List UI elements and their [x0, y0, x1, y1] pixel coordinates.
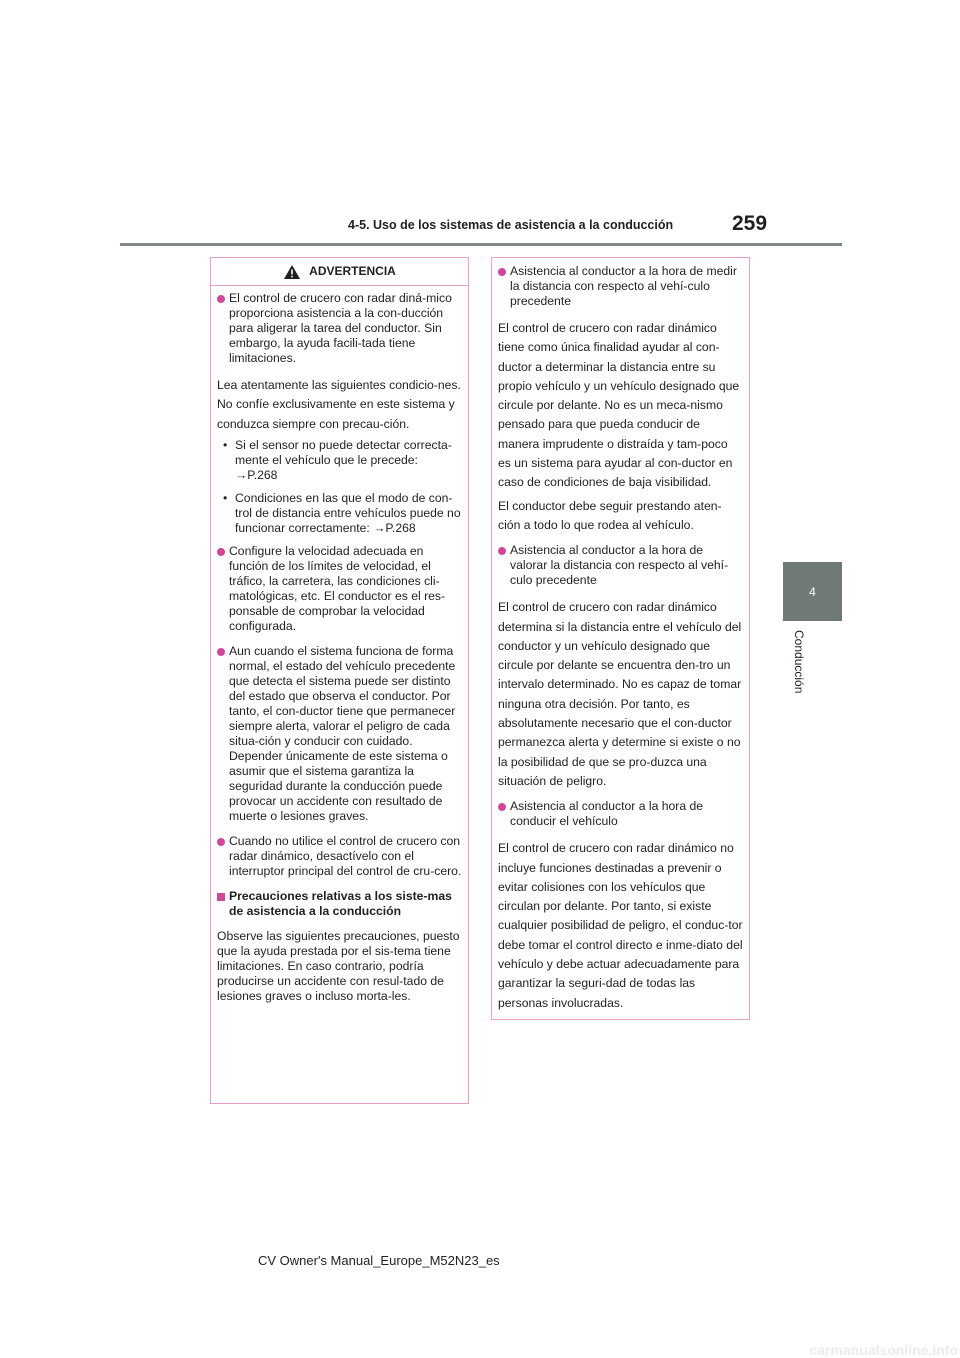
paragraph: El control de crucero con radar dinámico tiene como única finalidad ayudar al con-ductor a determinar la distancia entre su propio vehículo y un vehículo designado que circule por delante. No es un meca-nismo pensado para que pueda conducir de manera imprudente o distraída y tam-poco es un sistema para ayudar al con-ductor en caso de condiciones de baja visibilidad.	[498, 321, 740, 490]
bullet-icon	[498, 547, 506, 555]
section-title: 4-5. Uso de los sistemas de asistencia a la conducción	[348, 218, 674, 232]
warning-box	[210, 257, 469, 1104]
footer-text: CV Owner's Manual_Europe_M52N23_es	[258, 1253, 500, 1268]
chapter-tab	[783, 562, 842, 621]
page-number: 259	[732, 212, 768, 235]
bullet-icon	[498, 803, 506, 811]
chapter-number: 4	[809, 584, 816, 599]
sub-bullet: •	[223, 437, 228, 452]
paragraph: Lea atentamente las siguientes condicio-nes. No confíe exclusivamente en este sistema y conduzca siempre con precau-ción.	[217, 378, 461, 431]
paragraph: El control de crucero con radar dinámico determina si la distancia entre el vehículo del conductor y un vehículo designado que circule por delante se encuentra den-tro un intervalo determinado. No es capaz de tomar ninguna otra decisión. Por tanto, es absolutamente necesario que el con-ductor permanezca alerta y determine si existe o no la posibilidad de que se pro-duzca una situación de peligro.	[498, 600, 742, 788]
chapter-label: Conducción	[792, 630, 806, 694]
list-item: Asistencia al conductor a la hora de conducir el vehículo	[498, 799, 743, 829]
list-item: Asistencia al conductor a la hora de medir la distancia con respecto al vehí-culo precedente	[498, 264, 743, 309]
warning-triangle-icon	[283, 264, 301, 280]
list-item: • Condiciones en las que el modo de con-trol de distancia entre vehículos puede no funcionar correctamente: →P.268	[223, 490, 461, 535]
paragraph: Observe las siguientes precauciones, puesto que la ayuda prestada por el sis-tema tiene limitaciones. En caso contrario, podría producirse un accidente con resul-tado de lesiones graves o incluso morta-les.	[217, 928, 460, 1003]
list-item: • Si el sensor no puede detectar correcta-mente el vehículo que le precede: →P.268	[223, 437, 452, 482]
list-item: Aun cuando el sistema funciona de forma normal, el estado del vehículo precedente que detecta el sistema puede ser distinto del estado que observa el conductor. Por tanto, el con-ductor tiene que permanecer siempre alerta, valorar el peligro de cada situa-ción y conducir con cuidado. Depender únicamente de este sistema o asumir que el sistema garantiza la seguridad durante la conducción puede provocar un accidente con resultado de muerte o lesiones graves.	[217, 644, 462, 824]
bullet-icon	[217, 838, 225, 846]
square-bullet-icon	[217, 893, 225, 901]
sub-bullet: •	[223, 490, 228, 505]
paragraph: El conductor debe seguir prestando aten-ción a todo lo que rodea al vehículo.	[498, 498, 722, 532]
list-item: Asistencia al conductor a la hora de valorar la distancia con respecto al vehí-culo precedente	[498, 543, 743, 588]
list-item: El control de crucero con radar diná-mico proporciona asistencia a la con-ducción para aligerar la tarea del conductor. Sin embargo, la ayuda facili-tada tiene limitaciones.	[217, 291, 462, 366]
bullet-icon	[217, 648, 225, 656]
bullet-icon	[498, 268, 506, 276]
warning-continuation-box	[491, 257, 750, 1020]
watermark: carmanualsonline.info	[809, 1342, 958, 1358]
header-divider	[120, 243, 842, 246]
list-item: Cuando no utilice el control de crucero con radar dinámico, desactívelo con el interruptor principal del control de cru-cero.	[217, 834, 462, 879]
warning-header	[211, 258, 468, 286]
subsection-heading: Precauciones relativas a los siste-mas de asistencia a la conducción	[217, 889, 462, 919]
bullet-icon	[217, 295, 225, 303]
list-item: Configure la velocidad adecuada en función de los límites de velocidad, el tráfico, la carretera, las condiciones cli-matológicas, etc. El conductor es el res-ponsable de comprobar la velocidad configurada.	[217, 544, 462, 634]
paragraph: El control de crucero con radar dinámico no incluye funciones destinadas a prevenir o evitar colisiones con los vehículos que circulan por delante. Por tanto, si existe cualquier posibilidad de peligro, el conduc-tor debe tomar el control directo e inme-diato del vehículo y debe actuar adecuadamente para garantizar la seguri-dad de todas las personas involucradas.	[498, 841, 743, 1010]
warning-title: ADVERTENCIA	[309, 264, 396, 278]
bullet-icon	[217, 548, 225, 556]
